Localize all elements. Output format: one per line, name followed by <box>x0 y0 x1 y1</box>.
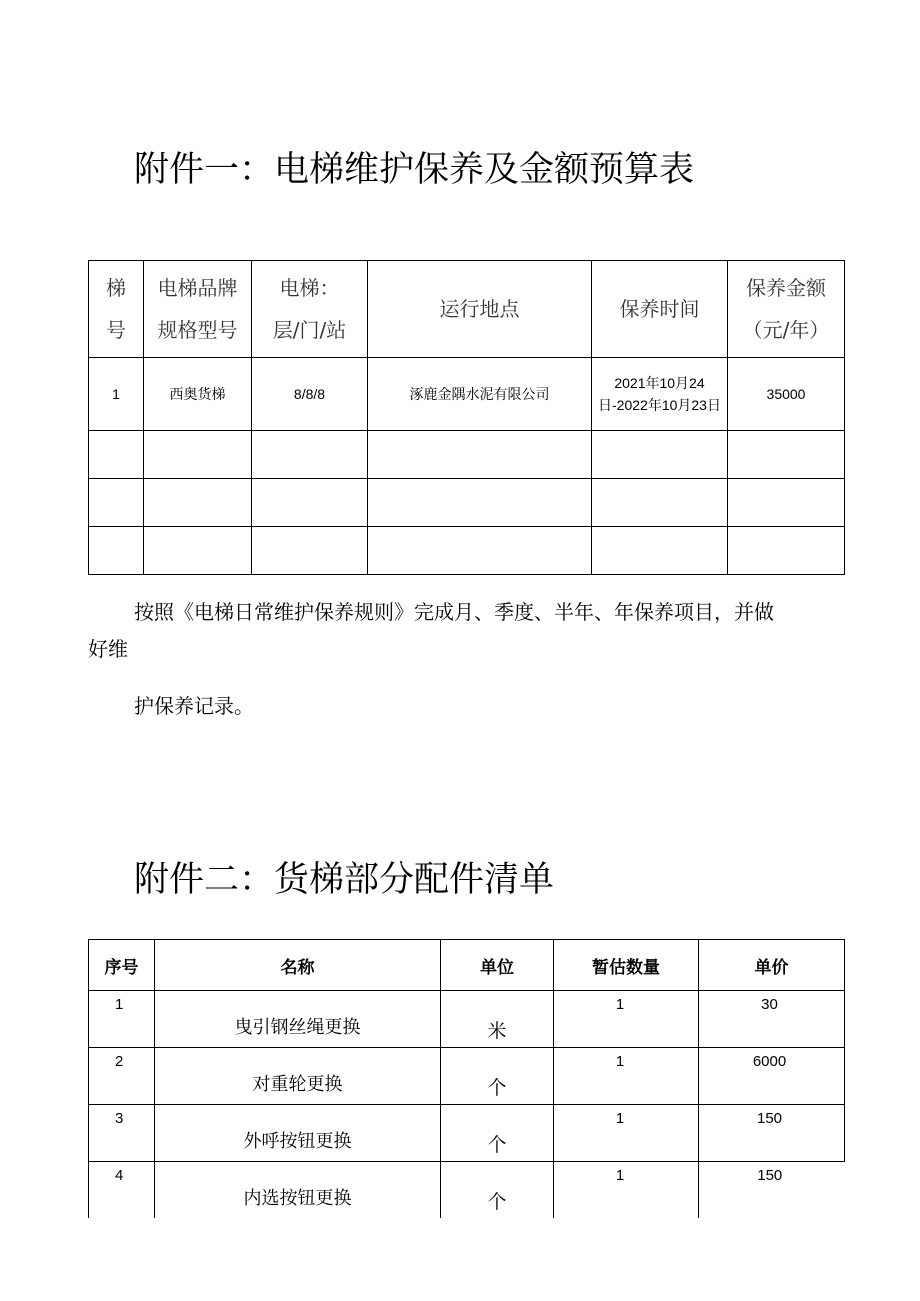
elevator-model: 西奥货梯 <box>144 358 252 431</box>
table-header-row <box>89 261 845 358</box>
header-cell: 暂估数量 <box>554 940 699 991</box>
part-name: 曳引钢丝绳更换 <box>155 991 441 1048</box>
table-row <box>89 1105 845 1162</box>
part-unit: 个 <box>441 1048 554 1105</box>
part-name: 内选按钮更换 <box>155 1162 441 1219</box>
table-row <box>89 479 845 527</box>
part-name: 外呼按钮更换 <box>155 1105 441 1162</box>
header-cell: 电梯： 层/门/站 <box>252 261 368 358</box>
table-row <box>89 991 845 1048</box>
part-number: 4 <box>89 1162 155 1219</box>
part-price: 150 <box>699 1162 845 1219</box>
table-row <box>89 1162 845 1219</box>
maintenance-period: 2021年10月24日-2022年10月23日 <box>592 358 728 431</box>
table-header-row <box>89 940 845 991</box>
paragraph-line: 好维 <box>88 637 128 661</box>
maintenance-budget-table <box>88 260 845 575</box>
part-number: 2 <box>89 1048 155 1105</box>
header-cell: 运行地点 <box>368 261 592 358</box>
header-cell: 电梯品牌 规格型号 <box>144 261 252 358</box>
parts-list-table <box>88 939 845 1218</box>
header-cell: 序号 <box>89 940 155 991</box>
annex2-title: 附件二：货梯部分配件清单 <box>134 860 555 900</box>
part-price: 30 <box>699 991 845 1048</box>
part-quantity: 1 <box>554 991 699 1048</box>
header-cell: 保养金额 （元/年） <box>728 261 845 358</box>
part-name: 对重轮更换 <box>155 1048 441 1105</box>
part-price: 150 <box>699 1105 845 1162</box>
header-cell: 名称 <box>155 940 441 991</box>
paragraph-line: 护保养记录。 <box>134 694 254 718</box>
header-cell: 单价 <box>699 940 845 991</box>
table-row <box>89 527 845 575</box>
part-unit: 米 <box>441 991 554 1048</box>
part-quantity: 1 <box>554 1048 699 1105</box>
part-unit: 个 <box>441 1105 554 1162</box>
header-cell: 梯 号 <box>89 261 144 358</box>
paragraph-line: 按照《电梯日常维护保养规则》完成月、季度、半年、年保养项目，并做 <box>134 600 774 624</box>
table-row <box>89 431 845 479</box>
elevator-floors: 8/8/8 <box>252 358 368 431</box>
table-row <box>89 1048 845 1105</box>
part-price: 6000 <box>699 1048 845 1105</box>
operating-location: 涿鹿金隅水泥有限公司 <box>368 358 592 431</box>
table-row <box>89 358 845 431</box>
part-unit: 个 <box>441 1162 554 1219</box>
maintenance-amount: 35000 <box>728 358 845 431</box>
part-quantity: 1 <box>554 1105 699 1162</box>
part-number: 1 <box>89 991 155 1048</box>
part-quantity: 1 <box>554 1162 699 1219</box>
header-cell: 保养时间 <box>592 261 728 358</box>
part-number: 3 <box>89 1105 155 1162</box>
elevator-number: 1 <box>89 358 144 431</box>
annex1-title: 附件一：电梯维护保养及金额预算表 <box>134 150 695 190</box>
header-cell: 单位 <box>441 940 554 991</box>
